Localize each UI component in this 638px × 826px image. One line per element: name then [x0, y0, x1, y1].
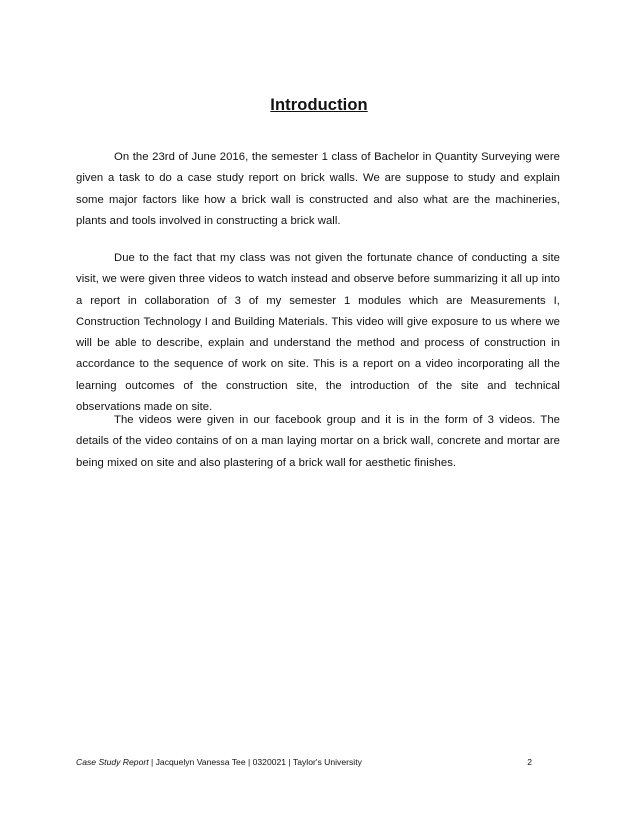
paragraph-videos: The videos were given in our facebook group and it is in the form of 3 videos. The details of the video contains of on a man laying mortar on a brick wall, concrete and mortar are being mixed on site and also plastering of a brick wall for aesthetic finishes.	[76, 414, 560, 469]
paragraph-site-visit: Due to the fact that my class was not given the fortunate chance of conducting a site visit, we were given three videos to watch instead and observe before summarizing it all up into a report in collaboration of 3 of my semester 1 modules which are Measurements I, Construction Technology I and Building Materials. This video will give exposure to us where we will be able to describe, explain and understand the method and process of construction in accordance to the sequence of work on site. This is a report on a video incorporating all the learning outcomes of the construction site, the introduction of the site and technical observations made on site.	[76, 252, 560, 414]
paragraph-intro: On the 23rd of June 2016, the semester 1 class of Bachelor in Quantity Surveying were given a task to do a case study report on brick walls. We are suppose to study and explain some major factors like how a brick wall is constructed and also what are the machineries, plants and tools involved in constructing a brick wall.	[76, 151, 560, 227]
footer-details: | Jacquelyn Vanessa Tee | 0320021 | Taylor's University	[148, 757, 362, 767]
footer-report-label: Case Study Report	[76, 757, 149, 767]
page-number: 2	[527, 757, 532, 767]
footer-text	[76, 757, 362, 767]
page-title: Introduction	[270, 96, 368, 114]
